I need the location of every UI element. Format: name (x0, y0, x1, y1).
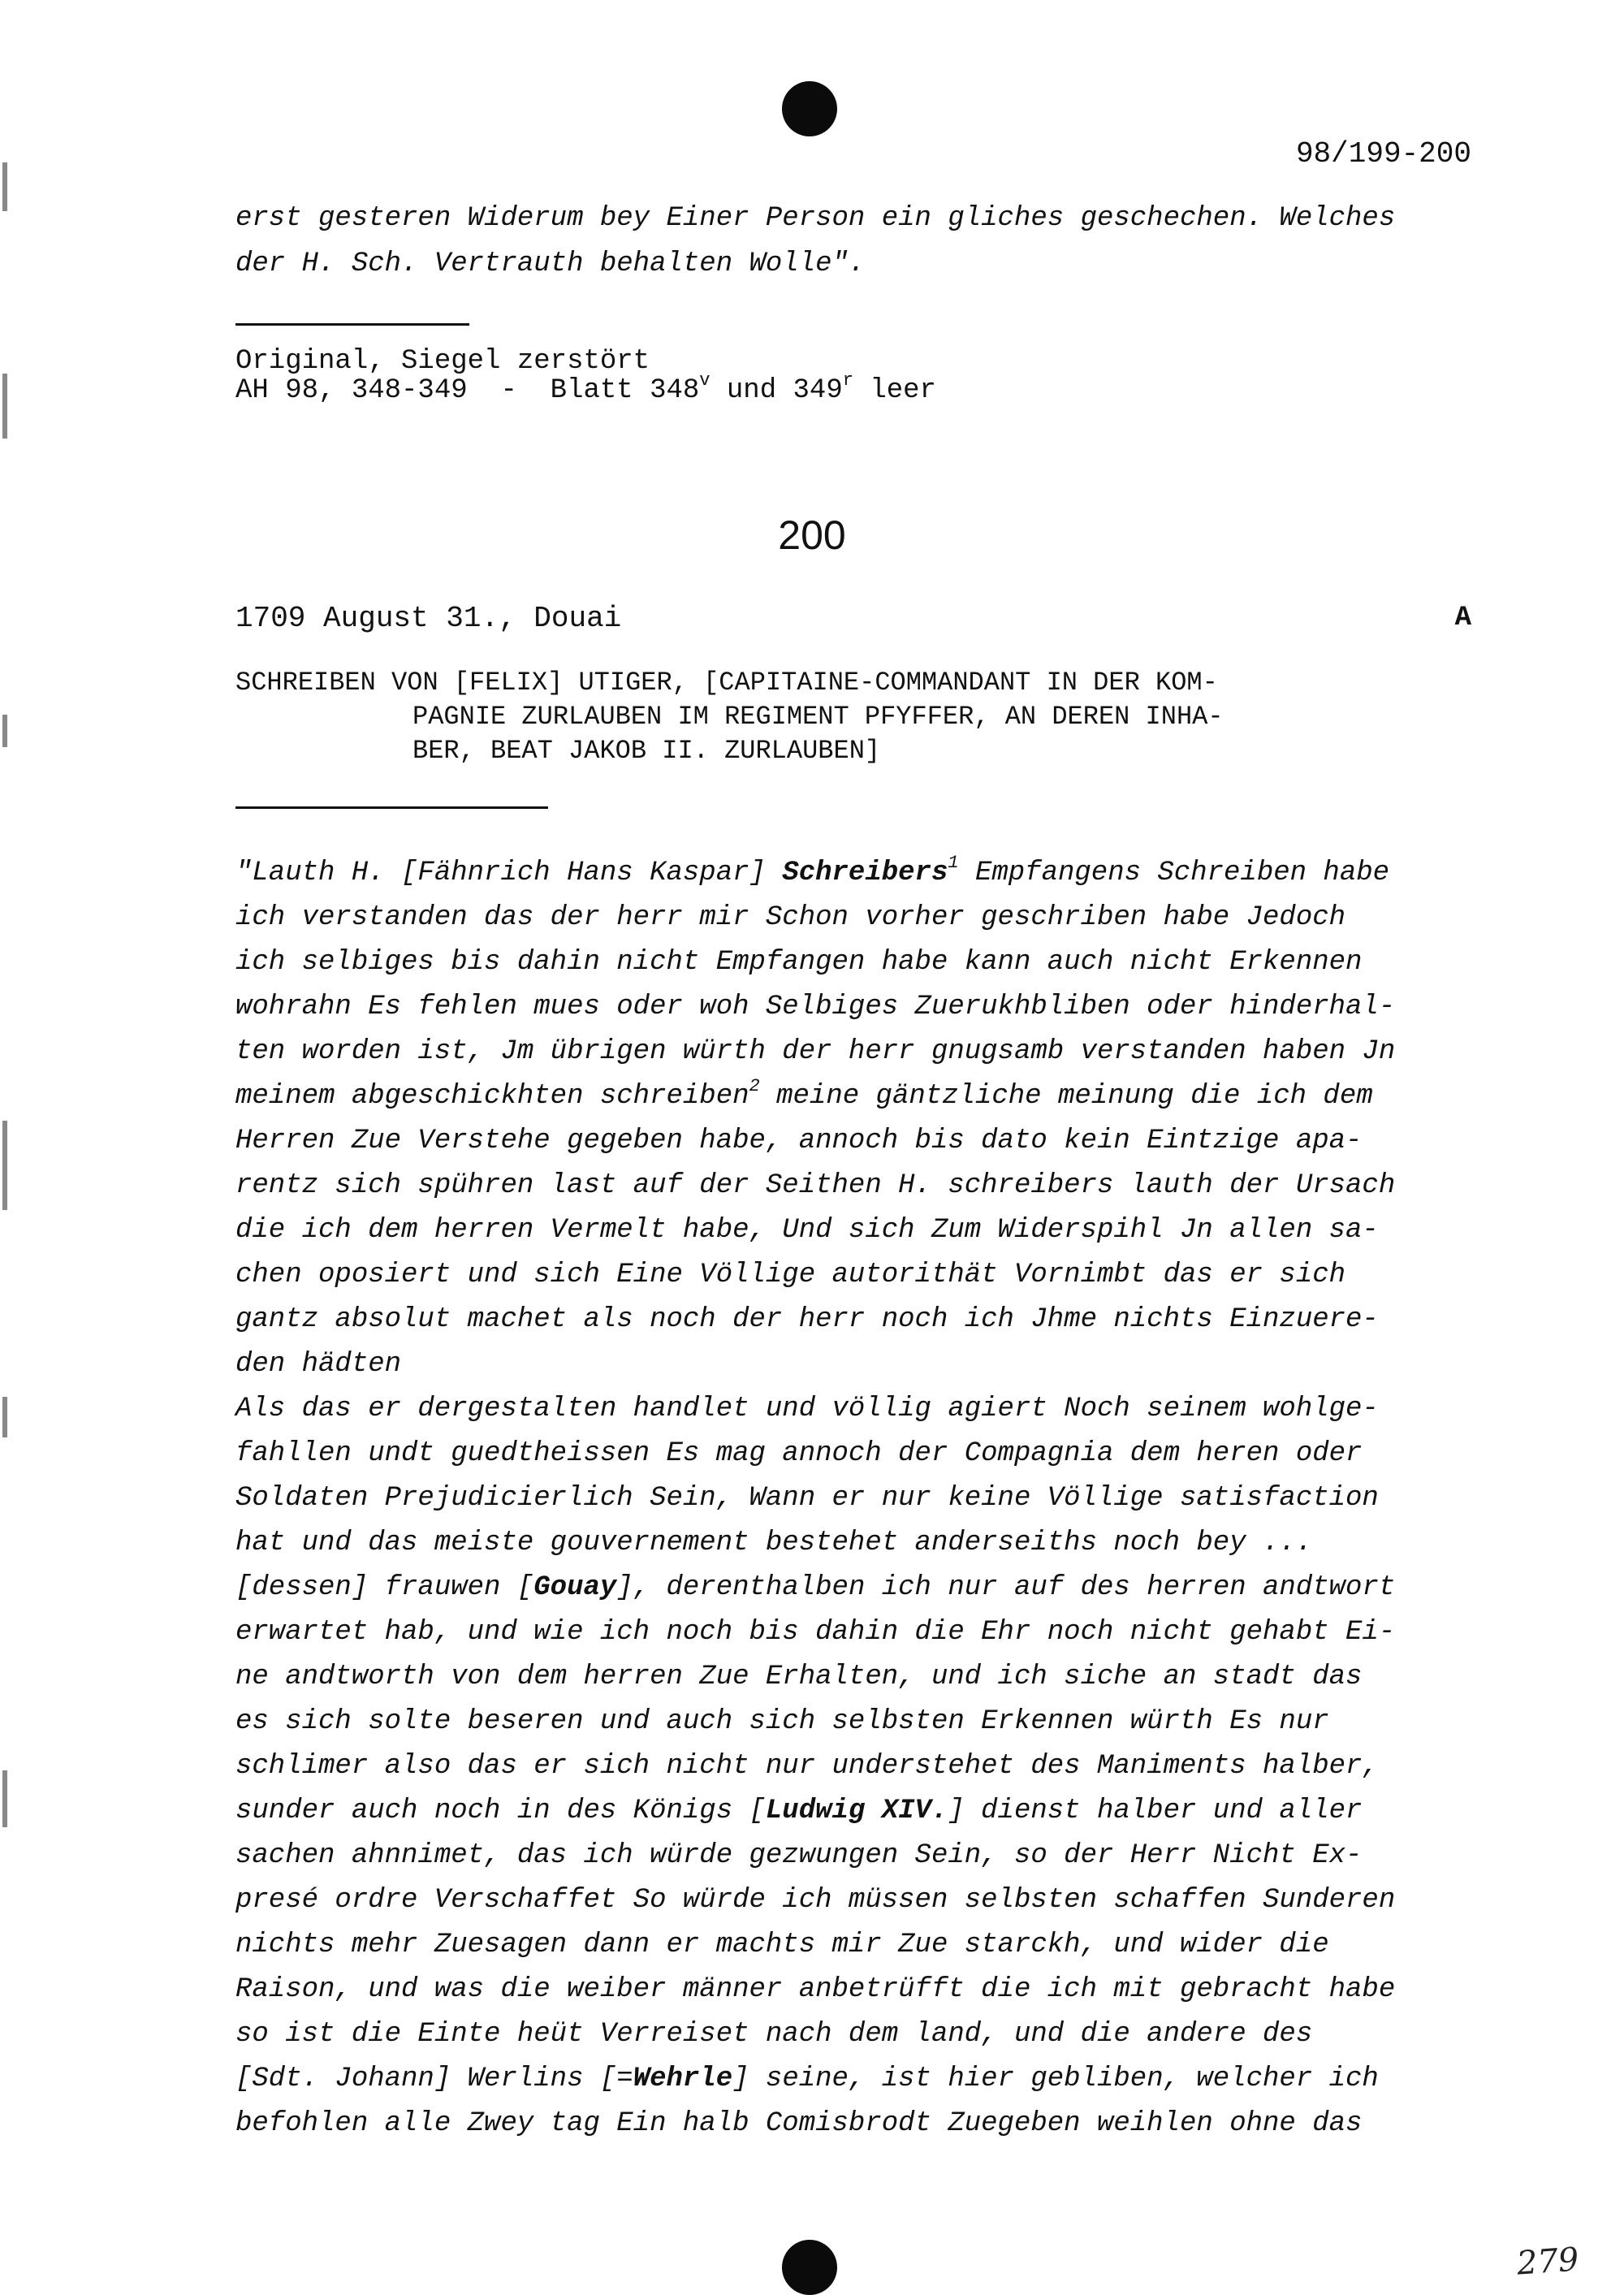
letter-line: erwartet hab, und wie ich noch bis dahin die Ehr noch nicht gehabt Ei- (235, 1617, 1396, 1648)
letter-line: sachen ahnnimet, das ich würde gezwungen Sein, so der Herr Nicht Ex- (235, 1840, 1363, 1871)
heading-rule (235, 806, 548, 809)
letter-line: ich selbiges bis dahin nicht Empfangen habe kann auch nicht Erkennen (235, 947, 1363, 978)
address-heading-line: BER, BEAT JAKOB II. ZURLAUBEN] (412, 736, 881, 766)
date-place: 1709 August 31., Douai (235, 602, 622, 635)
punch-hole-bottom (782, 2240, 837, 2295)
letter-line: befohlen alle Zwey tag Ein halb Comisbrodt Zuegeben weihlen ohne das (235, 2108, 1363, 2139)
letter-line: Soldaten Prejudicierlich Sein, Wann er nur keine Völlige satisfaction (235, 1483, 1379, 1514)
footnote-rule (235, 323, 469, 326)
source-note-line2: AH 98, 348-349 - Blatt 348$^v$ und 349$^r$ leer (235, 370, 936, 406)
letter-line: Als das er dergestalten handlet und völlig agiert Noch seinem wohlge- (235, 1394, 1379, 1424)
letter-line: ten worden ist, Jm übrigen würth der herr gnugsamb verstanden haben Jn (235, 1036, 1396, 1067)
letter-line: presé ordre Verschaffet So würde ich müssen selbsten schaffen Sunderen (235, 1885, 1396, 1916)
scan-edge-mark (2, 1121, 7, 1210)
letter-line: den hädten (235, 1349, 402, 1380)
handwritten-page-number: 279 (1515, 2241, 1580, 2283)
letter-line: [dessen] frauwen [Gouay], derenthalben ich nur auf des herren andtwort (235, 1572, 1396, 1603)
letter-line: so ist die Einte heüt Verreiset nach dem land, und die andere des (235, 2019, 1313, 2050)
letter-line: chen oposiert und sich Eine Völlige autorithät Vornimbt das er sich (235, 1260, 1346, 1290)
scan-edge-mark (2, 374, 7, 439)
punch-hole-top (782, 81, 837, 136)
letter-line: Herren Zue Verstehe gegeben habe, annoch bis dato kein Eintzige apa- (235, 1126, 1363, 1156)
letter-line: gantz absolut machet als noch der herr noch ich Jhme nichts Einzuere- (235, 1304, 1379, 1335)
document-number: 200 (778, 512, 846, 558)
letter-line: rentz sich spühren last auf der Seithen H. schreibers lauth der Ursach (235, 1170, 1396, 1201)
letter-line: [Sdt. Johann] Werlins [=Wehrle] seine, ist hier gebliben, welcher ich (235, 2064, 1379, 2094)
scan-edge-mark (2, 1397, 7, 1437)
letter-line: ne andtworth von dem herren Zue Erhalten, und ich siche an stadt das (235, 1662, 1363, 1692)
letter-line: Raison, und was die weiber männer anbetrüfft die ich mit gebracht habe (235, 1974, 1396, 2005)
source-note-line1: Original, Siegel zerstört (235, 346, 650, 377)
letter-line: sunder auch noch in des Königs [Ludwig XIV.] dienst halber und aller (235, 1796, 1363, 1826)
letter-line: fahllen undt guedtheissen Es mag annoch der Compagnia dem heren oder (235, 1438, 1363, 1469)
address-heading-line: SCHREIBEN VON [FELIX] UTIGER, [CAPITAINE-COMMANDANT IN DER KOM- (235, 668, 1218, 698)
scan-edge-mark (2, 162, 7, 211)
letter-line: hat und das meiste gouvernement bestehet anderseiths noch bey ... (235, 1528, 1313, 1558)
letter-line: die ich dem herren Vermelt habe, Und sich Zum Widerspihl Jn allen sa- (235, 1215, 1379, 1246)
page-reference: 98/199-200 (1295, 137, 1471, 171)
letter-line: es sich solte beseren und auch sich selbsten Erkennen würth Es nur (235, 1706, 1329, 1737)
scan-edge-mark (2, 715, 7, 747)
letter-line: nichts mehr Zuesagen dann er machts mir Zue starckh, und wider die (235, 1930, 1329, 1960)
letter-line: ich verstanden das der herr mir Schon vorher geschriben habe Jedoch (235, 902, 1346, 933)
scan-edge-mark (2, 1770, 7, 1827)
letter-line: wohrahn Es fehlen mues oder woh Selbiges Zuerukhbliben oder hinderhal- (235, 992, 1396, 1022)
prev-excerpt-line: erst gesteren Widerum bey Einer Person ein gliches geschechen. Welches (235, 203, 1396, 234)
letter-line: "Lauth H. [Fähnrich Hans Kaspar] Schreibers$^1$ Empfangens Schreiben habe (235, 853, 1390, 888)
document-type: A (1454, 603, 1471, 633)
address-heading-line: PAGNIE ZURLAUBEN IM REGIMENT PFYFFER, AN DEREN INHA- (412, 702, 1224, 732)
letter-line: schlimer also das er sich nicht nur understehet des Maniments halber, (235, 1751, 1379, 1782)
prev-excerpt-line: der H. Sch. Vertrauth behalten Wolle". (235, 249, 866, 279)
letter-line: meinem abgeschickhten schreiben$^2$ meine gäntzliche meinung die ich dem (235, 1076, 1373, 1112)
